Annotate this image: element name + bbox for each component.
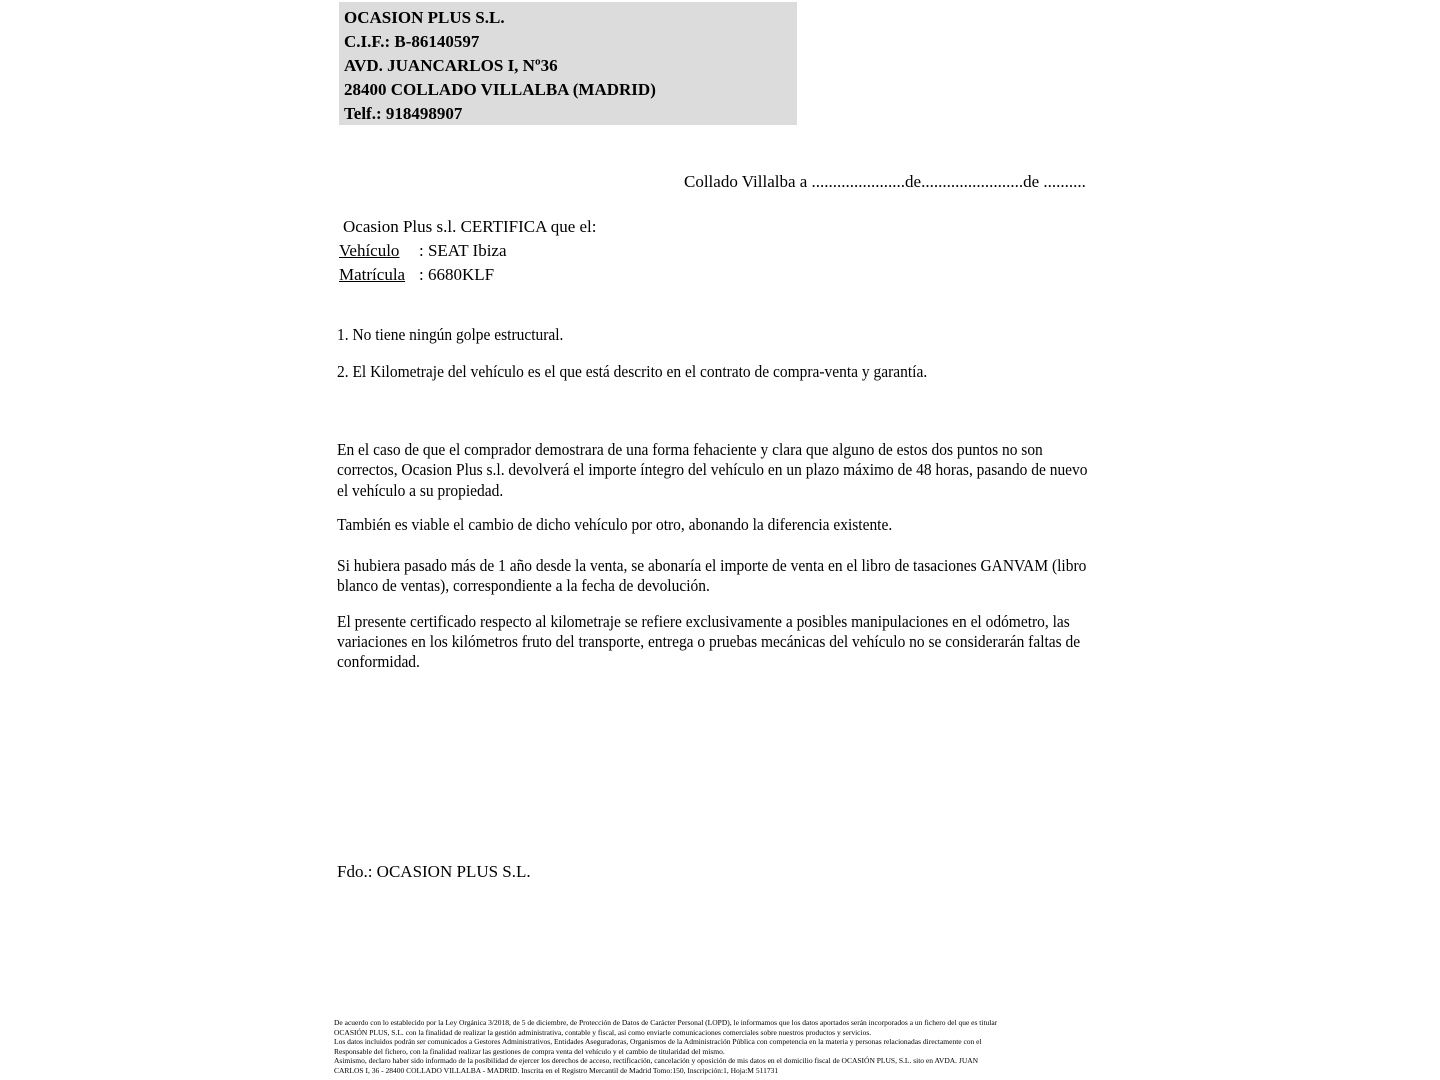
company-cif: C.I.F.: B-86140597 — [344, 32, 480, 51]
date-place-line: Collado Villalba a ......................de........................de .......... — [684, 172, 1086, 191]
body-paragraphs — [337, 440, 1173, 673]
legal-line: Responsable del fichero, con la finalidad realizar las gestiones de compra venta del vehículo y el cambio de titularidad del mismo. — [334, 1046, 725, 1056]
company-city: 28400 COLLADO VILLALBA (MADRID) — [344, 80, 656, 99]
plate-field-label: Matrícula — [339, 264, 406, 284]
plate-field-value: : 6680KLF — [419, 264, 495, 284]
vehicle-field-label-cell — [339, 239, 419, 263]
certification-block — [339, 215, 597, 286]
company-phone: Telf.: 918498907 — [344, 104, 463, 123]
vehicle-field-row — [339, 239, 597, 263]
paragraph-odometer-disclaimer: El presente certificado respecto al kilometraje se refiere exclusivamente a posibles manipulaciones en el odómetro, las variaciones en los kilómetros fruto del transporte, entrega o pruebas mecánicas del vehículo no se considerarán faltas de conformidad. — [337, 611, 1081, 672]
paragraph-ganvam-valuation: Si hubiera pasado más de 1 año desde la venta, se abonaría el importe de venta en el libro de tasaciones GANVAM (libro blanco de ventas), correspondiente a la fecha de devolución. — [337, 556, 1087, 596]
legal-fine-print — [334, 1018, 997, 1075]
legal-line: De acuerdo con lo establecido por la Ley Orgánica 3/2018, de 5 de diciembre, de Protección de Datos de Carácter Personal (LOPD), le informamos que los datos aportados serán incorporados a un fichero del que es titular — [334, 1018, 998, 1027]
company-address: AVD. JUANCARLOS I, Nº36 — [344, 56, 558, 75]
numbered-points-list — [337, 325, 1177, 382]
vehicle-field-value: : SEAT Ibiza — [419, 241, 507, 260]
numbered-point-1: 1. No tiene ningún golpe estructural. — [337, 325, 564, 344]
legal-line: Asimismo, declaro haber sido informado de la posibilidad de ejercer los derechos de acceso, rectificación, cancelación y oposición de mis datos en el domicilio fiscal de OCASIÓN PLUS, S.L. sito en AVDA. JUAN — [334, 1056, 979, 1066]
certify-intro-text: Ocasion Plus s.l. CERTIFICA que el: — [343, 217, 597, 236]
legal-line: Los datos incluidos podrán ser comunicados a Gestores Administrativos, Entidades Aseguradoras, Organismos de la Administración Pública con competencia en la materia y personas relacionadas directamente con el — [334, 1037, 982, 1047]
plate-field-label-cell — [339, 263, 419, 287]
numbered-point-2: 2. El Kilometraje del vehículo es el que está descrito en el contrato de compra-venta y garantía. — [337, 362, 928, 381]
legal-line: CARLOS I, 36 - 28400 COLLADO VILLALBA - MADRID. Inscrita en el Registro Mercantil de Madrid Tomo:150, Inscripción:1, Hoja:M 511731 — [334, 1065, 779, 1075]
paragraph-refund-terms: En el caso de que el comprador demostrara de una forma fehaciente y clara que alguno de estos dos puntos no son correctos, Ocasion Plus s.l. devolverá el importe íntegro del vehículo en un plazo máximo de 48 horas, pasando de nuevo el vehículo a su propiedad. — [337, 440, 1088, 500]
plate-field-row — [339, 263, 597, 287]
company-header-box — [339, 2, 797, 125]
company-name: OCASION PLUS S.L. — [344, 8, 505, 27]
signature-line: Fdo.: OCASION PLUS S.L. — [337, 862, 531, 881]
legal-line: OCASIÓN PLUS, S.L. con la finalidad de realizar la gestión administrativa, contable y fiscal, así como enviarle comunicaciones comerciales sobre nuestros productos y servicios. — [334, 1027, 872, 1037]
vehicle-field-label: Vehículo — [339, 241, 400, 260]
paragraph-exchange-option: También es viable el cambio de dicho vehículo por otro, abonando la diferencia existente. — [337, 514, 893, 534]
